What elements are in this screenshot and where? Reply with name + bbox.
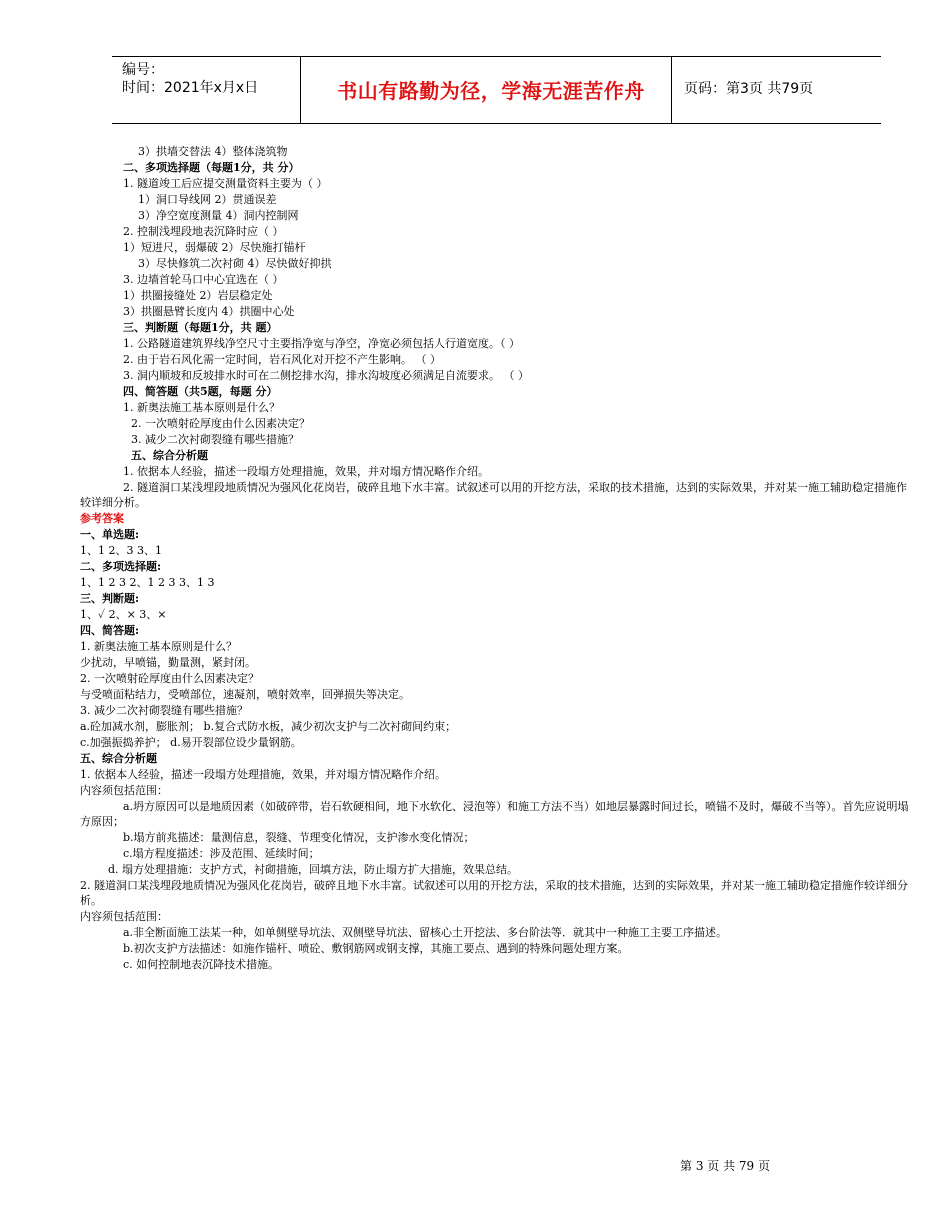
text-line: a.非全断面施工法某一种，如单侧壁导坑法、双侧壁导坑法、留核心土开挖法、多台阶法等．就其中一种施工主要工序描述。 — [123, 926, 728, 939]
text-line: 1）短进尺，弱爆破 2）尽快施打锚杆 — [123, 241, 306, 254]
text-line: 3）净空宽度测量 4）洞内控制网 — [138, 209, 299, 222]
text-line: d. 塌方处理措施：支护方式，衬砌措施，回填方法，防止塌方扩大措施，效果总结。 — [108, 863, 519, 876]
text-line: 1. 新奥法施工基本原则是什么？ — [123, 401, 280, 414]
page-footer: 第 3 页 共 79 页 — [680, 1159, 770, 1173]
section-heading: 五、综合分析题 — [131, 449, 208, 462]
text-line: c.塌方程度描述：涉及范围、延续时间； — [123, 847, 320, 860]
text-line: 与受喷面粘结力，受喷部位，速凝剂，喷射效率，回弹损失等决定。 — [80, 688, 410, 701]
text-line: 1、✓ 2、× 3、× — [80, 608, 167, 621]
header-divider — [671, 57, 672, 123]
text-line: 3. 边墙首轮马口中心宜选在（ ） — [123, 273, 284, 286]
text-line: 1. 公路隧道建筑界线净空尺寸主要指净宽与净空，净宽必须包括人行道宽度。（ ） — [123, 337, 520, 350]
section-heading: 四、简答题（共5题，每题 分） — [123, 385, 278, 398]
text-line: 2. 由于岩石风化需一定时间，岩石风化对开挖不产生影响。 （ ） — [123, 353, 441, 366]
number-label: 编号： — [122, 62, 164, 78]
section-heading: 五、综合分析题 — [80, 752, 157, 765]
section-heading: 三、判断题（每题1分，共 题） — [123, 321, 278, 334]
text-line: 1）拱圈接缝处 2）岩层稳定处 — [123, 289, 273, 302]
text-line: 2. 一次喷射砼厚度由什么因素决定？ — [80, 672, 259, 685]
text-line: a.砼加减水剂，膨胀剂； b.复合式防水板，减少初次支护与二次衬砌间约束； — [80, 720, 457, 733]
header-divider — [300, 57, 301, 123]
section-heading: 三、判断题: — [80, 592, 140, 605]
text-line: 3. 减少二次衬砌裂缝有哪些措施？ — [80, 704, 248, 717]
answer-heading: 参考答案 — [80, 512, 124, 525]
text-line: b.初次支护方法描述：如施作锚杆、喷砼、敷钢筋网或钢支撑，其施工要点、遇到的特殊问题处理方案。 — [123, 942, 629, 955]
text-line: 1、1 2、3 3、1 — [80, 544, 162, 557]
text-line: 3. 洞内顺坡和反坡排水时可在二侧挖排水沟，排水沟坡度必须满足自流要求。 （ ） — [123, 369, 529, 382]
text-line: c. 如何控制地表沉降技术措施。 — [123, 958, 280, 971]
text-paragraph: 2. 隧道洞口某浅埋段地质情况为强风化花岗岩，破碎且地下水丰富。试叙述可以用的开挖方法，采取的技术措施，达到的实际效果，并对某一施工辅助稳定措施作较详细分析。 — [80, 879, 908, 907]
text-paragraph: 2. 隧道洞口某浅埋段地质情况为强风化花岗岩，破碎且地下水丰富。试叙述可以用的开挖方法，采取的技术措施，达到的实际效果，并对某一施工辅助稳定措施作较详细分析。 — [80, 481, 907, 509]
text-line: 3）拱墙交替法 4）整体浇筑物 — [138, 145, 288, 158]
text-line: 内容须包括范围： — [80, 910, 168, 923]
header-motto: 书山有路勤为径，学海无涯苦作舟 — [337, 79, 645, 103]
text-line: b.塌方前兆描述：量测信息，裂缝、节理变化情况，支护渗水变化情况； — [123, 831, 475, 844]
text-line: c.加强振捣养护； d.易开裂部位设少量钢筋。 — [80, 736, 302, 749]
text-line: 3. 减少二次衬砌裂缝有哪些措施？ — [131, 433, 299, 446]
section-heading: 二、多项选择题: — [80, 560, 162, 573]
text-paragraph: a.坍方原因可以是地质因素（如破碎带，岩石软硬相间，地下水软化、浸泡等）和施工方法不当）如地层暴露时间过长，喷锚不及时，爆破不当等）。首先应说明塌方原因； — [80, 800, 909, 828]
text-line: 1. 新奥法施工基本原则是什么？ — [80, 640, 237, 653]
text-line: 3）尽快修筑二次衬砌 4）尽快做好抑拱 — [138, 257, 332, 270]
text-line: 1、1 2 3 2、1 2 3 3、1 3 — [80, 576, 215, 589]
page-header — [112, 56, 881, 124]
time-label: 时间：2021年x月x日 — [122, 80, 259, 96]
text-line: 3）拱圈悬臂长度内 4）拱圈中心处 — [123, 305, 295, 318]
section-heading: 四、简答题: — [80, 624, 140, 637]
text-line: 1. 隧道竣工后应提交测量资料主要为（ ） — [123, 177, 328, 190]
text-line: 少扰动，早喷锚，勤量测，紧封闭。 — [80, 656, 256, 669]
text-line: 1. 依据本人经验，描述一段塌方处理措施，效果，并对塌方情况略作介绍。 — [80, 768, 446, 781]
text-line: 2. 控制浅埋段地表沉降时应（ ） — [123, 225, 284, 238]
text-line: 1）洞口导线网 2）贯通误差 — [138, 193, 277, 206]
text-line: 2. 一次喷射砼厚度由什么因素决定？ — [131, 417, 310, 430]
section-heading: 一、单选题: — [80, 528, 140, 541]
text-line: 内容须包括范围： — [80, 784, 168, 797]
section-heading: 二、多项选择题（每题1分，共 分） — [123, 161, 300, 174]
header-meta — [122, 61, 258, 97]
header-page-number: 页码：第3页 共79页 — [684, 81, 814, 97]
text-line: 1. 依据本人经验，描述一段塌方处理措施，效果，并对塌方情况略作介绍。 — [123, 465, 489, 478]
